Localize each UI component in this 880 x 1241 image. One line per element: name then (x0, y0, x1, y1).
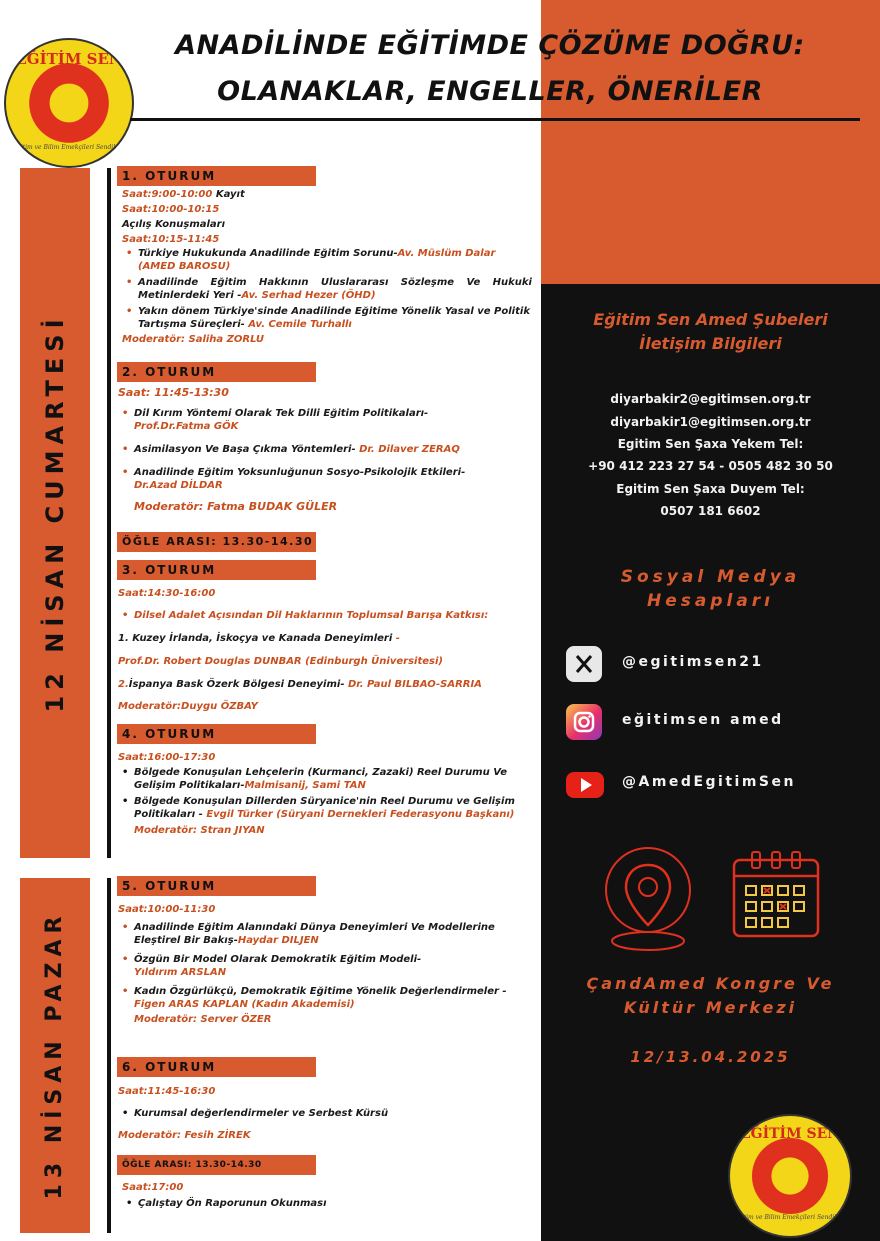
s3-item-1-speaker: Prof.Dr. Robert Douglas DUNBAR (Edinburgh Üniversitesi) (118, 656, 443, 667)
s3-item-1: 1. Kuzey İrlanda, İskoçya ve Kanada Deneyimleri - (118, 633, 400, 644)
social-youtube-row[interactable] (566, 766, 866, 802)
session-2-header: 2. OTURUM (117, 362, 316, 382)
session-4-header: 4. OTURUM (117, 724, 316, 744)
social-heading-1: Sosyal Medya (620, 567, 801, 587)
session-3-header: 3. OTURUM (117, 560, 316, 580)
closing-time: Saat:17:00 (122, 1182, 184, 1193)
session-3-body (118, 588, 538, 712)
contact-tel-1: +90 412 223 27 54 - 0505 482 30 50 (588, 459, 833, 473)
contact-tel-2: 0507 181 6602 (660, 504, 761, 518)
venue-line-1: ÇandAmed Kongre Ve (586, 974, 835, 993)
s2-moderator: Moderatör: Fatma BUDAK GÜLER (134, 500, 338, 513)
title-underline (130, 118, 860, 121)
s3-topic: • Dilsel Adalet Açısından Dil Haklarının Toplumsal Barışa Katkısı: (134, 609, 538, 622)
egitim-sen-logo-bottom: EĞİTİM SEN Eğitim ve Bilim Emekçileri Sendikası (728, 1114, 852, 1238)
calendar-icon (728, 850, 824, 942)
s1-item-3: • Yakın dönem Türkiye'sinde Anadilinde Eğitime Yönelik Yasal ve Politik Tartışma Süreçleri- Av. Cemile Turhallı (138, 305, 532, 331)
s5-time: Saat:10:00-11:30 (118, 904, 216, 915)
lunch-break-1: ÖĞLE ARASI: 13.30-14.30 (117, 532, 316, 552)
s1-opening: Açılış Konuşmaları (122, 219, 226, 230)
s6-moderator: Moderatör: Fesih ZİREK (118, 1130, 251, 1141)
title-line-1: ANADİLİNDE EĞİTİMDE ÇÖZÜME DOĞRU: (175, 30, 805, 61)
s4-time: Saat:16:00-17:30 (118, 752, 216, 763)
session-5-body (118, 904, 538, 1025)
x-icon (566, 646, 602, 682)
s1-moderator: Moderatör: Saliha ZORLU (122, 334, 265, 345)
contact-email-2[interactable]: diyarbakir1@egitimsen.org.tr (610, 415, 811, 429)
s1-time-3: Saat:10:15-11:45 (122, 234, 220, 245)
s1-time-1: Saat:9:00-10:00 (122, 189, 213, 200)
session-5-header: 5. OTURUM (117, 876, 316, 896)
s2-item-1: • Dil Kırım Yöntemi Olarak Tek Dilli Eğitim Politikaları- Prof.Dr.Fatma GÖK (134, 407, 528, 433)
session-6-header: 6. OTURUM (117, 1057, 316, 1077)
timeline-day2 (107, 878, 111, 1233)
day-label-2: 13 NİSAN PAZAR (42, 910, 67, 1200)
day-label-1: 12 NİSAN CUMARTESİ (41, 313, 69, 713)
s4-moderator: Moderatör: Stran JIYAN (134, 825, 265, 836)
location-pin-icon (598, 845, 698, 957)
s5-item-3: • Kadın Özgürlükçü, Demokratik Eğitime Yönelik Değerlendirmeler - Figen ARAS KAPLAN (Kadın Akademisi) (134, 985, 538, 1011)
event-date: 12/13.04.2025 (630, 1048, 791, 1066)
session-4-body (118, 752, 538, 837)
contact-tel-1-label: Egitim Sen Şaxa Yekem Tel: (617, 437, 804, 451)
s2-item-3: • Anadilinde Eğitim Yoksunluğunun Sosyo-Psikolojik Etkileri- Dr.Azad DİLDAR (134, 466, 528, 492)
session-1-body (122, 188, 532, 345)
social-x-row[interactable] (566, 646, 866, 682)
x-handle: @egitimsen21 (622, 654, 764, 670)
s3-moderator: Moderatör:Duygu ÖZBAY (118, 701, 258, 712)
contact-tel-2-label: Egitim Sen Şaxa Duyem Tel: (616, 482, 805, 496)
s5-moderator: Moderatör: Server ÖZER (134, 1014, 272, 1025)
s1-item-1: • Türkiye Hukukunda Anadilinde Eğitim Sorunu-Av. Müslüm Dalar (AMED BAROSU) (138, 247, 532, 273)
contact-heading-2: İletişim Bilgileri (639, 334, 782, 353)
s4-item-1: • Bölgede Konuşulan Lehçelerin (Kurmanci, Zazaki) Reel Durumu Ve Gelişim Politikaları-Malmisanij, Sami TAN (134, 766, 538, 792)
instagram-icon (566, 704, 602, 740)
venue-line-2: Kültür Merkezi (623, 998, 798, 1017)
s5-item-2: • Özgün Bir Model Olarak Demokratik Eğitim Modeli- Yıldırım ARSLAN (134, 953, 538, 979)
s1-registration: Kayıt (212, 189, 245, 200)
instagram-handle: eğitimsen amed (622, 712, 784, 728)
egitim-sen-logo-top: EĞİTİM SEN Eğitim ve Bilim Emekçileri Sendikası (4, 38, 134, 168)
session-6-body (118, 1086, 538, 1141)
s1-time-2: Saat:10:00-10:15 (122, 204, 220, 215)
s6-item: • Kurumsal değerlendirmeler ve Serbest Kürsü (134, 1107, 538, 1120)
lunch-break-2: ÖĞLE ARASI: 13.30-14.30 (117, 1155, 316, 1175)
youtube-handle: @AmedEgitimSen (622, 774, 796, 790)
session-1-header: 1. OTURUM (117, 166, 316, 186)
closing-item: • Çalıştay Ön Raporunun Okunması (138, 1197, 542, 1210)
youtube-icon (566, 766, 602, 802)
s4-item-2: • Bölgede Konuşulan Dillerden Süryanice'nin Reel Durumu ve Gelişim Politikaları - Evgil Türker (Süryani Dernekleri Federasyonu Başkanı) (134, 795, 538, 821)
s3-time: Saat:14:30-16:00 (118, 588, 216, 599)
social-heading-2: Hesapları (646, 591, 775, 611)
contact-email-1[interactable]: diyarbakir2@egitimsen.org.tr (610, 392, 811, 406)
s1-item-2: • Anadilinde Eğitim Hakkının Uluslararası Sözleşme Ve Hukuki Metinlerdeki Yeri -Av. Serhad Hezer (ÖHD) (138, 276, 532, 302)
session-2-body (118, 386, 528, 513)
s5-item-1: • Anadilinde Eğitim Alanındaki Dünya Deneyimleri Ve Modellerine Eleştirel Bir Bakış-Haydar DILJEN (134, 921, 538, 947)
social-instagram-row[interactable] (566, 704, 866, 740)
timeline-day1 (107, 168, 111, 858)
s6-time: Saat:11:45-16:30 (118, 1086, 216, 1097)
s2-item-2: • Asimilasyon Ve Başa Çıkma Yöntemleri- Dr. Dilaver ZERAQ (134, 443, 528, 456)
title-line-2: OLANAKLAR, ENGELLER, ÖNERİLER (217, 76, 763, 107)
s3-item-2: 2.İspanya Bask Özerk Bölgesi Deneyimi- Dr. Paul BILBAO-SARRIA (118, 679, 482, 690)
contact-heading-1: Eğitim Sen Amed Şubeleri (593, 310, 828, 329)
s2-time: Saat: 11:45-13:30 (118, 386, 229, 399)
closing-body (122, 1182, 542, 1210)
